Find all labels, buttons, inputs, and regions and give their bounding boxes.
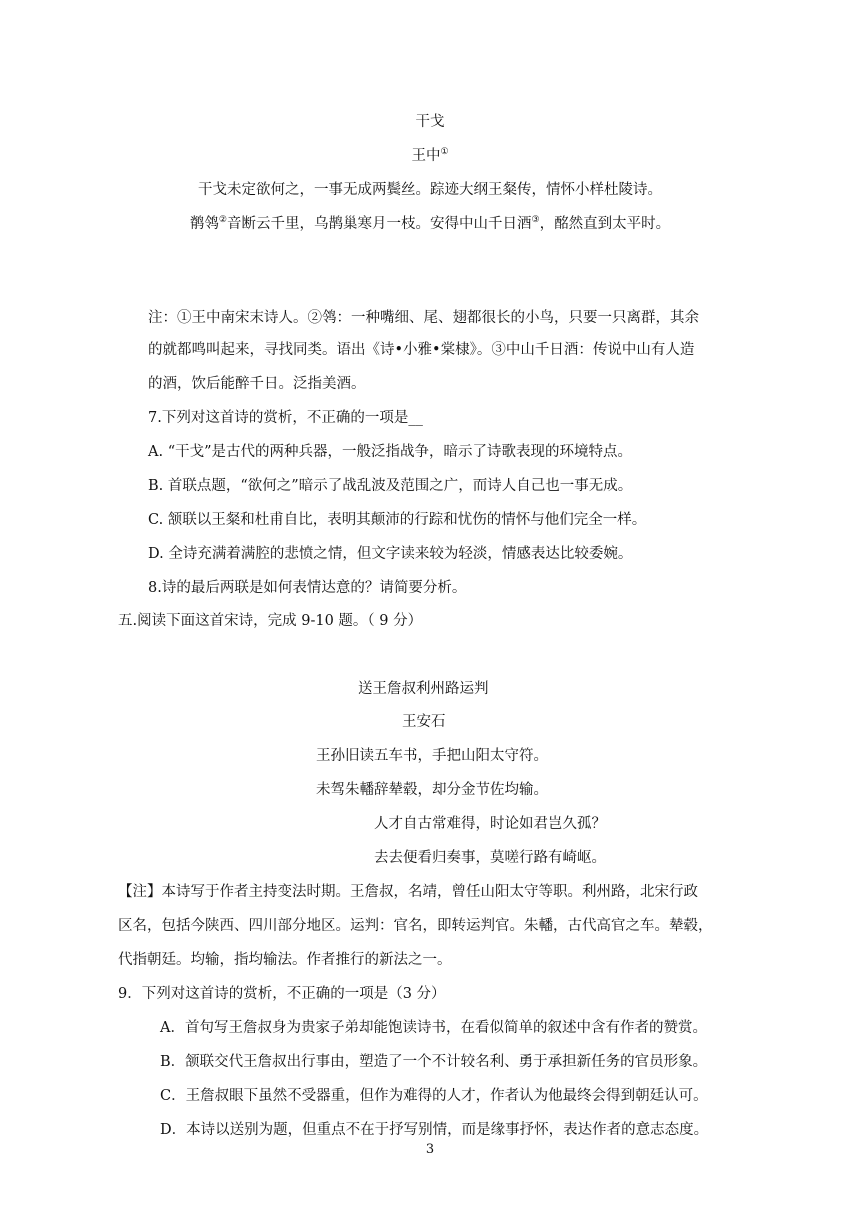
poem1-title: 干戈 xyxy=(415,114,445,130)
q7-stem: 7.下列对这首诗的赏析，不正确的一项是__ xyxy=(148,410,423,426)
poem1-line2-part-c: ，酩然直到太平时。 xyxy=(539,216,671,232)
q7-option-c: C. 颔联以王粲和杜甫自比，表明其颠沛的行踪和忧伤的情怀与他们完全一样。 xyxy=(148,512,647,528)
poem1-line2-note-mark-a: ② xyxy=(218,215,227,225)
poem1-line1: 干戈未定欲何之，一事无成两鬓丝。踪迹大纲王粲传，情怀小样杜陵诗。 xyxy=(198,182,662,198)
notes2-line2: 区名，包括今陕西、四川部分地区。运判：官名，即转运判官。朱轓，古代高官之车。辇毂， xyxy=(118,918,713,934)
q9-stem: 9．下列对这首诗的赏析，不正确的一项是（3 分） xyxy=(118,986,446,1002)
poem2-line2: 未驾朱轓辞辇毂，却分金节佐均输。 xyxy=(316,782,548,798)
notes2-line3: 代指朝廷。均输，指均输法。作者推行的新法之一。 xyxy=(118,952,452,968)
poem1-line2 xyxy=(0,214,860,234)
poem1-line2-part-b: 音断云千里，乌鹊巢寒月一枝。安得中山千日酒 xyxy=(227,216,532,232)
q9-option-b: B．颔联交代王詹叔出行事由，塑造了一个不计较名利、勇于承担新任务的官员形象。 xyxy=(160,1054,708,1070)
q7-option-d: D. 全诗充满着满腔的悲愤之情，但文字读来较为轻淡，情感表达比较委婉。 xyxy=(148,546,633,562)
notes1-line1: 注：①王中南宋末诗人。②鸰：一种嘴细、尾、翅都很长的小鸟，只要一只离群，其余 xyxy=(148,310,699,326)
notes1-line2: 的就都鸣叫起来，寻找同类。语出《诗•小雅•棠棣》。③中山千日酒：传说中山有人造 xyxy=(148,342,695,358)
poem1-author-note-mark: ① xyxy=(440,147,449,157)
poem2-title: 送王詹叔利州路运判 xyxy=(358,681,489,697)
q9-option-d: D．本诗以送别为题，但重点不在于抒写别情，而是缘事抒怀，表达作者的意志态度。 xyxy=(160,1122,709,1138)
poem1-line2-note-mark-b: ③ xyxy=(531,215,540,225)
q8-stem: 8.诗的最后两联是如何表情达意的？请简要分析。 xyxy=(148,580,467,596)
poem1-author-name: 王中 xyxy=(411,148,441,164)
poem1-author xyxy=(0,146,860,166)
page-number: 3 xyxy=(425,1142,435,1157)
poem2-author: 王安石 xyxy=(402,714,446,730)
poem2-line4: 去去便看归奏事，莫嗟行路有崎岖。 xyxy=(374,850,606,866)
notes1-line3: 的酒，饮后能醉千日。泛指美酒。 xyxy=(148,376,366,392)
q9-option-c: C．王詹叔眼下虽然不受器重，但作为难得的人才，作者认为他最终会得到朝廷认可。 xyxy=(160,1088,708,1104)
notes2-line1: 【注】本诗写于作者主持变法时期。王詹叔，名靖，曾任山阳太守等职。利州路，北宋行政 xyxy=(118,884,698,900)
q7-option-a: A. “干戈”是古代的两种兵器，一般泛指战争，暗示了诗歌表现的环境特点。 xyxy=(148,444,633,460)
poem2-line1: 王孙旧读五车书，手把山阳太守符。 xyxy=(316,748,548,764)
q9-option-a: A．首句写王詹叔身为贵家子弟却能饱读诗书，在看似简单的叙述中含有作者的赞赏。 xyxy=(160,1020,707,1036)
section5-heading: 五.阅读下面这首宋诗，完成 9-10 题。（ 9 分） xyxy=(118,613,423,629)
q7-option-b: B. 首联点题，“欲何之”暗示了战乱波及范围之广，而诗人自己也一事无成。 xyxy=(148,478,633,494)
poem1-line2-part-a: 鹡鸰 xyxy=(189,216,219,232)
poem2-line3: 人才自古常难得，时论如君岂久孤？ xyxy=(374,816,606,832)
